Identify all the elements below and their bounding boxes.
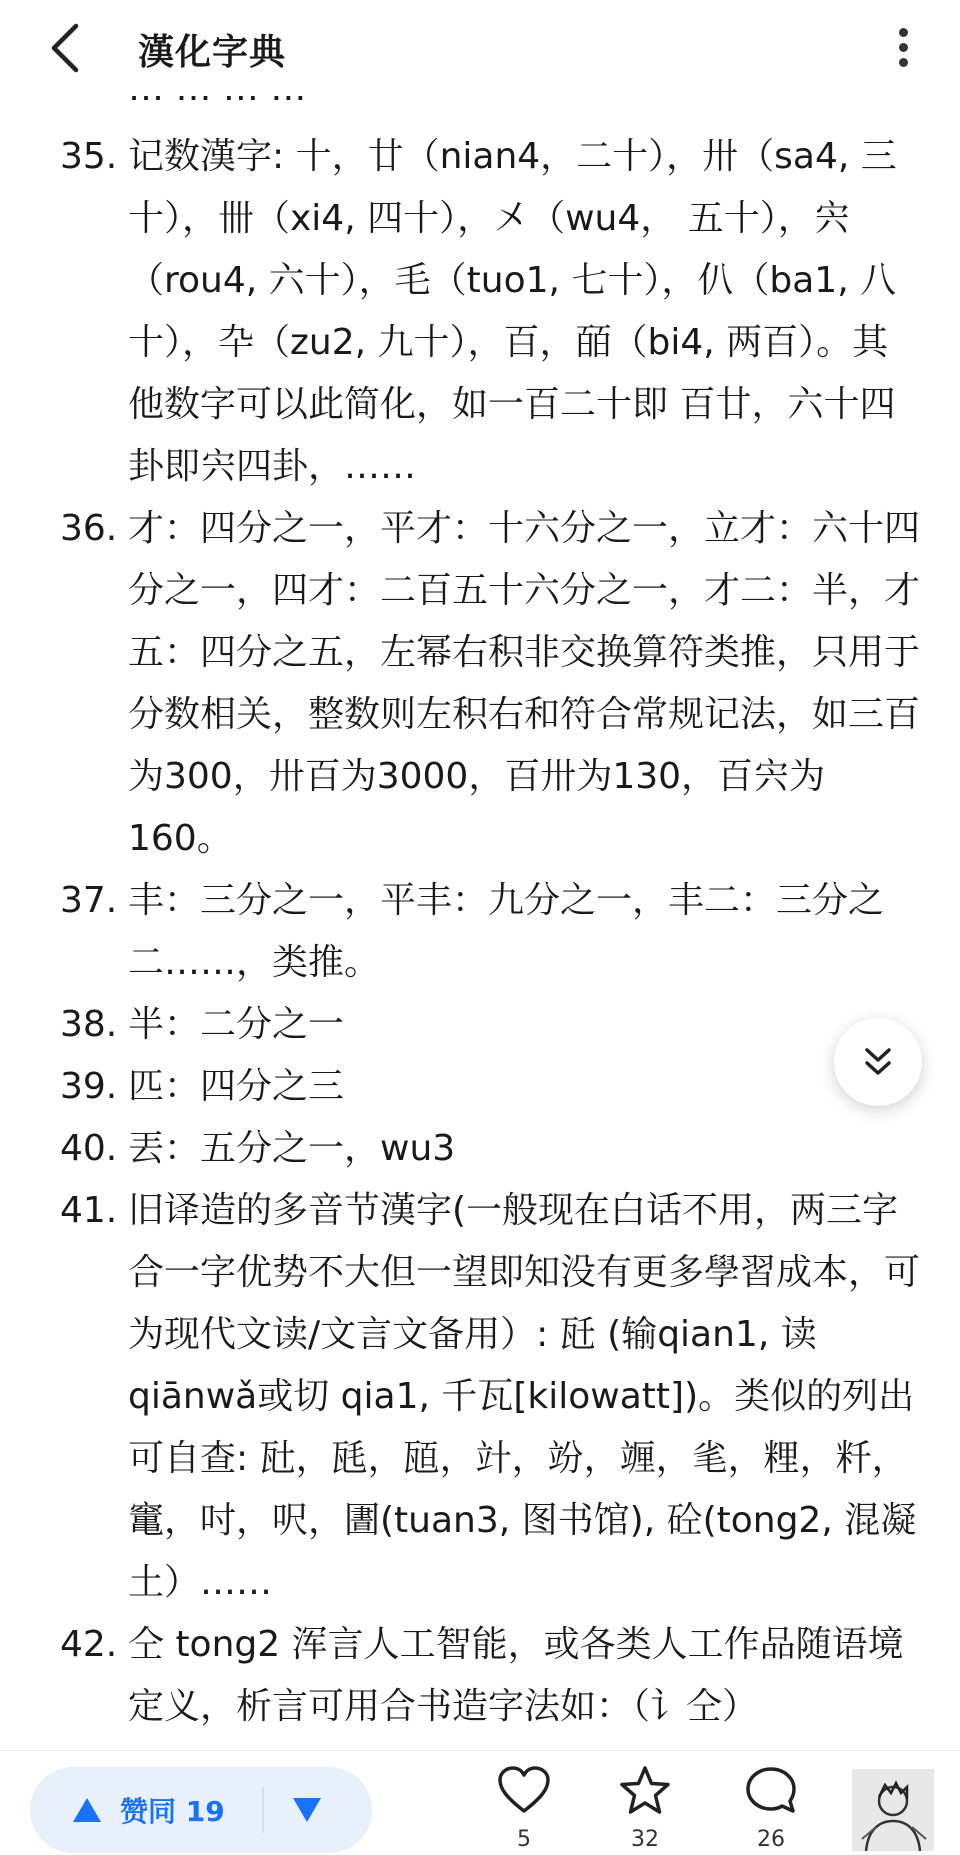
answer-content[interactable] <box>0 96 960 1750</box>
list-item-text: 半：二分之一 <box>128 1004 345 1045</box>
page-title: 漢化字典 <box>138 32 287 73</box>
list-item-text: 仝 tong2 浑言人工智能，或各类人工作品随语境定义，析言可用合书造字法如：（讠仝） <box>128 1624 904 1727</box>
star-icon <box>618 1765 672 1817</box>
vote-group <box>30 1767 372 1853</box>
list-item-text: 匹：四分之三 <box>128 1066 345 1107</box>
comment-button[interactable] <box>726 1761 816 1851</box>
upvote-label: 赞同 19 <box>120 1795 225 1828</box>
list-item-number: 41. <box>60 1190 118 1231</box>
chevron-left-icon <box>44 22 94 74</box>
downvote-button[interactable] <box>292 1767 352 1853</box>
list-item-number: 40. <box>60 1128 118 1169</box>
like-count: 5 <box>517 1827 531 1852</box>
favorite-button[interactable] <box>600 1761 690 1851</box>
double-chevron-down-icon <box>861 1045 895 1079</box>
scroll-down-button[interactable] <box>834 1018 922 1106</box>
list-item <box>0 1056 960 1118</box>
list-item <box>0 870 960 994</box>
list-item-number: 42. <box>60 1624 118 1665</box>
list-item <box>0 498 960 870</box>
upvote-button[interactable] <box>30 1767 260 1853</box>
list-item-number: 36. <box>60 508 118 549</box>
list-item <box>0 1614 960 1738</box>
list-item-number: 38. <box>60 1004 118 1045</box>
triangle-up-icon <box>72 1797 102 1823</box>
list-item-text: 旧译造的多音节漢字(一般现在白话不用，两三字合一字优势不大但一望即知没有更多學習成本，可为现代文读/文言文备用）: 瓩 (输qian1, 读qiānwǎ或切 qia1, 千瓦[kilowatt])。类似的列出可自查: 瓧，瓱，瓸，竍，竕，竰，毟，粴，粁，竃，吋，呎，圕(tuan3, 图书馆), 砼(tong2, 混凝土）…… <box>128 1190 921 1603</box>
list-item <box>0 126 960 498</box>
heart-icon <box>497 1765 551 1815</box>
avatar[interactable] <box>852 1769 934 1851</box>
list-item-text: 丟：五分之一，wu3 <box>128 1128 456 1169</box>
list-item <box>0 994 960 1056</box>
more-vertical-icon <box>899 28 908 37</box>
list-item-text: 丰：三分之一，平丰：九分之一，丰二：三分之二……，类推。 <box>128 880 885 983</box>
numbered-list <box>0 126 960 1738</box>
comment-bubble-icon <box>744 1765 798 1817</box>
list-item-number: 37. <box>60 880 118 921</box>
top-app-bar <box>0 0 960 96</box>
list-item-text: 记数漢字: 十，廿（nian4，二十），卅（sa4, 三十），卌（xi4, 四十），㐅（wu4， 五十），宍（rou4, 六十），毛（tuo1, 七十），仈（ba1, 八十），卆（zu2, 九十），百，皕（bi4, 两百）。其他数字可以此简化，如一百二十即 百廿，六十四卦即宍四卦，…… <box>128 136 897 487</box>
back-button[interactable] <box>44 22 94 74</box>
vote-divider <box>262 1787 264 1833</box>
triangle-down-icon <box>292 1797 322 1823</box>
like-button[interactable] <box>479 1761 569 1851</box>
comment-count: 26 <box>757 1827 785 1852</box>
list-item <box>0 1118 960 1180</box>
list-item <box>0 1180 960 1614</box>
more-options-button[interactable] <box>888 22 918 74</box>
list-item-number: 39. <box>60 1066 118 1107</box>
bottom-action-bar <box>0 1750 960 1851</box>
favorite-count: 32 <box>631 1827 659 1852</box>
list-item-text: 才：四分之一，平才：十六分之一，立才：六十四分之一，四才：二百五十六分之一，才二：半，才五：四分之五，左幂右积非交换算符类推，只用于分数相关，整数则左积右和符合常规记法，如三百为300，卅百为3000，百卅为130，百宍为160。 <box>128 508 921 859</box>
list-item-number: 35. <box>60 136 118 177</box>
avatar-image <box>852 1769 934 1851</box>
